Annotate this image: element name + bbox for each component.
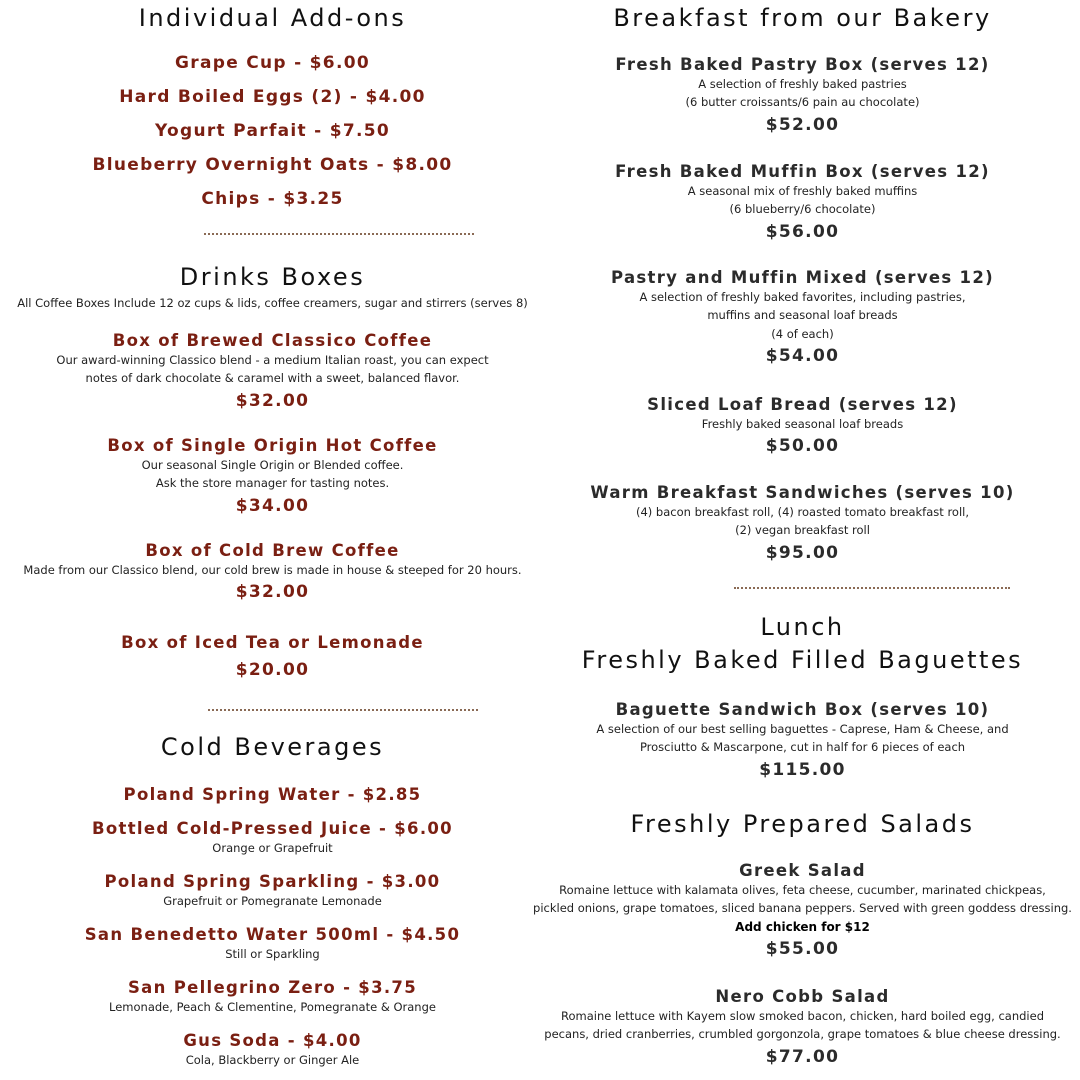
addon-item: Yogurt Parfait - $7.50 bbox=[154, 121, 391, 141]
beverage-item bbox=[0, 785, 545, 805]
item-description: Cola, Blackberry or Ginger Ale bbox=[185, 1052, 360, 1067]
lunch-title: Lunch bbox=[760, 613, 845, 641]
add-ons-section bbox=[0, 4, 545, 33]
add-ons-title: Individual Add-ons bbox=[138, 4, 407, 32]
item-description: Ask the store manager for tasting notes. bbox=[155, 476, 390, 491]
addon-item: Hard Boiled Eggs (2) - $4.00 bbox=[119, 87, 426, 107]
item-description: A selection of our best selling baguettes - Caprese, Ham & Cheese, and bbox=[596, 721, 1009, 736]
item-price: $54.00 bbox=[765, 345, 840, 366]
item-name: Gus Soda - $4.00 bbox=[183, 1031, 362, 1050]
item-name: San Pellegrino Zero - $3.75 bbox=[128, 978, 417, 997]
beverage-item bbox=[0, 1031, 545, 1069]
item-description: Our award-winning Classico blend - a medium Italian roast, you can expect bbox=[56, 352, 489, 367]
salads-title: Freshly Prepared Salads bbox=[630, 810, 975, 838]
drinks-boxes-section bbox=[0, 263, 545, 311]
beverage-item bbox=[0, 819, 545, 857]
bakery-title: Breakfast from our Bakery bbox=[613, 4, 992, 32]
item-description: Our seasonal Single Origin or Blended coffee. bbox=[141, 457, 404, 472]
lunch-section bbox=[525, 613, 1080, 675]
bakery-section bbox=[525, 4, 1080, 33]
menu-item bbox=[525, 268, 1080, 367]
addon-item: Grape Cup - $6.00 bbox=[175, 53, 370, 73]
item-description: (6 blueberry/6 chocolate) bbox=[729, 202, 876, 217]
item-price: $34.00 bbox=[235, 495, 310, 516]
menu-item bbox=[0, 331, 545, 412]
item-name: Sliced Loaf Bread (serves 12) bbox=[647, 395, 958, 414]
item-description: Romaine lettuce with Kayem slow smoked bacon, chicken, hard boiled egg, candied bbox=[560, 1008, 1045, 1023]
item-name: Greek Salad bbox=[739, 861, 866, 880]
item-name: Poland Spring Water - $2.85 bbox=[123, 785, 422, 804]
menu-item bbox=[0, 633, 545, 681]
item-description: A seasonal mix of freshly baked muffins bbox=[687, 183, 918, 198]
menu-item bbox=[525, 700, 1080, 781]
item-description: (4 of each) bbox=[771, 326, 834, 341]
lunch-subtitle: Freshly Baked Filled Baguettes bbox=[581, 645, 1024, 674]
cold-beverages-title: Cold Beverages bbox=[160, 733, 385, 761]
item-description: Romaine lettuce with kalamata olives, feta cheese, cucumber, marinated chickpeas, bbox=[559, 882, 1046, 897]
item-description: A selection of freshly baked pastries bbox=[698, 76, 907, 91]
item-price: $32.00 bbox=[235, 390, 310, 411]
item-price: $52.00 bbox=[765, 114, 840, 135]
item-description: Orange or Grapefruit bbox=[212, 840, 333, 855]
section-divider bbox=[734, 587, 1010, 589]
item-name: San Benedetto Water 500ml - $4.50 bbox=[84, 925, 461, 944]
item-name: Pastry and Muffin Mixed (serves 12) bbox=[611, 268, 994, 287]
item-price: $56.00 bbox=[765, 221, 840, 242]
cold-beverages-section bbox=[0, 733, 545, 762]
section-divider bbox=[208, 709, 478, 711]
menu-item bbox=[525, 162, 1080, 243]
item-description: Prosciutto & Mascarpone, cut in half for 6 pieces of each bbox=[639, 740, 966, 755]
item-price: $115.00 bbox=[759, 759, 846, 780]
section-divider bbox=[204, 233, 474, 235]
item-description: (4) bacon breakfast roll, (4) roasted tomato breakfast roll, bbox=[635, 504, 969, 519]
item-description: Grapefruit or Pomegranate Lemonade bbox=[163, 893, 382, 908]
item-description: Still or Sparkling bbox=[225, 946, 320, 961]
item-description: pickled onions, grape tomatoes, sliced banana peppers. Served with green goddess dressing. bbox=[533, 901, 1072, 916]
menu-item bbox=[0, 541, 545, 603]
item-description: notes of dark chocolate & caramel with a sweet, balanced flavor. bbox=[85, 371, 460, 386]
item-price: $32.00 bbox=[235, 582, 310, 603]
menu-item bbox=[525, 861, 1080, 960]
item-description: (6 butter croissants/6 pain au chocolate) bbox=[685, 95, 920, 110]
item-price: $50.00 bbox=[765, 436, 840, 457]
item-description: A selection of freshly baked favorites, including pastries, bbox=[639, 289, 966, 304]
item-note: Add chicken for $12 bbox=[735, 919, 870, 934]
item-description: Lemonade, Peach & Clementine, Pomegranate & Orange bbox=[109, 999, 436, 1014]
item-description: muffins and seasonal loaf breads bbox=[707, 308, 898, 323]
beverage-item bbox=[0, 872, 545, 910]
item-price: $20.00 bbox=[235, 659, 310, 680]
item-description: pecans, dried cranberries, crumbled gorgonzola, grape tomatoes & blue cheese dressing. bbox=[544, 1027, 1061, 1042]
beverage-item bbox=[0, 978, 545, 1016]
item-name: Baguette Sandwich Box (serves 10) bbox=[615, 700, 990, 719]
item-name: Bottled Cold-Pressed Juice - $6.00 bbox=[92, 819, 453, 838]
item-name: Box of Cold Brew Coffee bbox=[145, 541, 400, 560]
beverage-item bbox=[0, 925, 545, 963]
item-description: Made from our Classico blend, our cold brew is made in house & steeped for 20 hours. bbox=[23, 562, 522, 577]
menu-item bbox=[525, 987, 1080, 1068]
salads-section bbox=[525, 810, 1080, 839]
item-name: Box of Brewed Classico Coffee bbox=[112, 331, 433, 350]
item-description: Freshly baked seasonal loaf breads bbox=[701, 416, 904, 431]
addon-item: Blueberry Overnight Oats - $8.00 bbox=[92, 155, 453, 175]
menu-item bbox=[525, 395, 1080, 457]
drinks-boxes-title: Drinks Boxes bbox=[179, 263, 366, 291]
item-name: Fresh Baked Pastry Box (serves 12) bbox=[615, 55, 990, 74]
menu-item bbox=[525, 55, 1080, 136]
item-name: Box of Single Origin Hot Coffee bbox=[107, 436, 438, 455]
item-price: $55.00 bbox=[765, 938, 840, 959]
item-description: (2) vegan breakfast roll bbox=[735, 523, 870, 538]
addon-item: Chips - $3.25 bbox=[201, 189, 344, 209]
item-price: $77.00 bbox=[765, 1046, 840, 1067]
item-name: Warm Breakfast Sandwiches (serves 10) bbox=[590, 483, 1015, 502]
item-name: Fresh Baked Muffin Box (serves 12) bbox=[615, 162, 990, 181]
item-name: Nero Cobb Salad bbox=[715, 987, 890, 1006]
item-price: $95.00 bbox=[765, 542, 840, 563]
menu-item bbox=[0, 436, 545, 517]
item-name: Box of Iced Tea or Lemonade bbox=[121, 633, 424, 652]
drinks-boxes-subtitle: All Coffee Boxes Include 12 oz cups & lids, coffee creamers, sugar and stirrers (serves 8) bbox=[17, 295, 528, 310]
item-name: Poland Spring Sparkling - $3.00 bbox=[104, 872, 441, 891]
menu-item bbox=[525, 483, 1080, 564]
